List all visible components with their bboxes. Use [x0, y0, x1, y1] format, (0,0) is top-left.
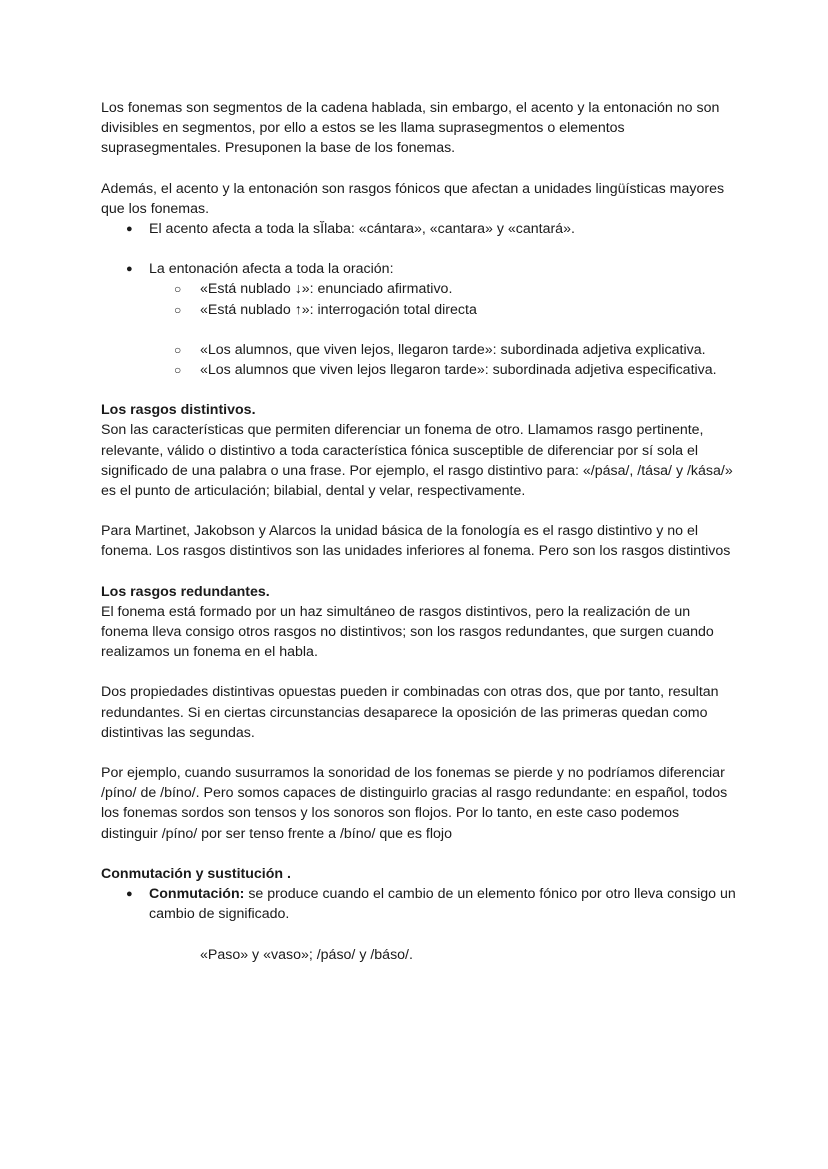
bullet-icon: ● [126, 263, 133, 276]
bullet-list [101, 219, 738, 380]
sub-list-item: ○ «Los alumnos, que viven lejos, llegaron tarde»: subordinada adjetiva explicativa. [101, 340, 738, 360]
sub-list-item: ○ «Está nublado ↑»: interrogación total directa [101, 300, 738, 320]
circle-bullet-icon: ○ [174, 342, 182, 357]
intro-paragraph-1: Los fonemas son segmentos de la cadena hablada, sin embargo, el acento y la entonación no son divisibles en segmentos, por ello a estos se les llama suprasegmentos o elementos suprasegmentales. Presuponen la base de los fonemas. [101, 100, 720, 157]
list-item-entonacion: ● La entonación afecta a toda la oración: [101, 259, 738, 279]
circle-bullet-icon: ○ [174, 282, 182, 297]
section-heading-rasgos-distintivos: Los rasgos distintivos. [101, 402, 256, 419]
rasgos-redundantes-paragraph-3: Por ejemplo, cuando susurramos la sonoridad de los fonemas se pierde y no podríamos diferenciar /píno/ de /bíno/. Pero somos capaces de distinguirlo gracias al rasgo redundante: en español, todos los fonemas sordos son tensos y los sonoros son flojos. Por lo tanto, en este caso podemos distinguir /píno/ por ser tenso frente a /bíno/ que es flojo [101, 765, 728, 842]
section-heading-rasgos-redundantes: Los rasgos redundantes. [101, 583, 270, 600]
list-item-conmutacion [101, 884, 738, 924]
definition-conmutacion: se produce cuando el cambio de un elemento fónico por otro lleva consigo un cambio de significado. [149, 886, 736, 923]
rasgos-redundantes-paragraph-1: El fonema está formado por un haz simultáneo de rasgos distintivos, pero la realización de un fonema lleva consigo otros rasgos no distintivos; son los rasgos redundantes, que surgen cuando realizamos un fonema en el habla. [101, 603, 714, 661]
bullet-icon: ● [126, 223, 133, 236]
circle-bullet-icon: ○ [174, 302, 182, 317]
example-paso-vaso: «Paso» y «vaso»; /páso/ y /báso/. [200, 946, 413, 963]
circle-bullet-icon: ○ [174, 363, 182, 378]
sub-list-item: ○ «Está nublado ↓»: enunciado afirmativo. [101, 279, 738, 299]
term-conmutacion: Conmutación: [149, 886, 245, 903]
rasgos-distintivos-paragraph-2: Para Martinet, Jakobson y Alarcos la unidad básica de la fonología es el rasgo distintivo y no el fonema. Los rasgos distintivos son las unidades inferiores al fonema. Pero son los rasgos distintivos [101, 523, 731, 560]
bullet-icon: ● [126, 888, 133, 901]
list-item-acento: ● El acento afecta a toda la sĬlaba: «cántara», «cantara» y «cantará». [101, 219, 738, 239]
sub-list-item: ○ «Los alumnos que viven lejos llegaron tarde»: subordinada adjetiva especificativa. [101, 360, 738, 380]
rasgos-redundantes-paragraph-2: Dos propiedades distintivas opuestas pueden ir combinadas con otras dos, que por tanto, resultan redundantes. Si en ciertas circunstancias desaparece la oposición de las primeras quedan como distintivas las segundas. [101, 684, 719, 741]
intro-paragraph-2: Además, el acento y la entonación son rasgos fónicos que afectan a unidades lingüísticas mayores que los fonemas. [101, 180, 725, 217]
rasgos-distintivos-paragraph-1: Son las características que permiten diferenciar un fonema de otro. Llamamos rasgo pertinente, relevante, válido o distintivo a toda característica fónica susceptible de diferenciar por sí sola el significado de una palabra o una frase. Por ejemplo, el rasgo distintivo para: «/pása/, /tása/ y /kása/» es el punto de articulación; bilabial, dental y velar, respectivamente. [101, 422, 733, 500]
conmutacion-list [101, 884, 738, 924]
section-heading-conmutacion: Conmutación y sustitución . [101, 865, 291, 882]
